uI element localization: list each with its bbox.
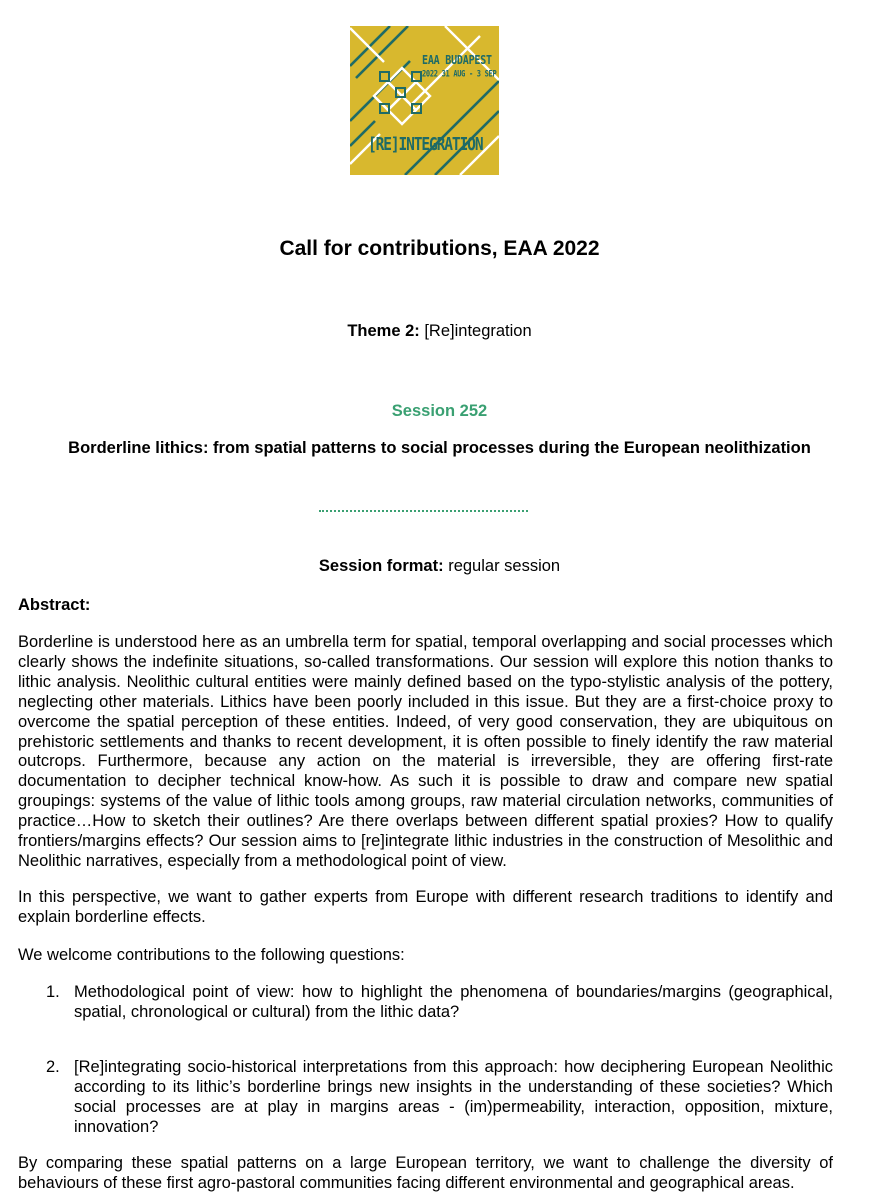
format-value: regular session [448,557,561,575]
list-item [46,1057,833,1138]
theme-label: Theme 2: [347,322,420,340]
eaa-budapest-logo [350,26,499,175]
theme-value: [Re]integration [424,322,532,340]
logo-theme: [RE]INTEGRATION [368,135,483,155]
document-title: Call for contributions, EAA 2022 [279,237,600,260]
list-item-number: 2. [46,1057,60,1076]
list-item [46,983,833,1023]
logo-dates: 2022 31 AUG - 3 SEP [422,69,497,79]
abstract-paragraph: Borderline is understood here as an umbrella term for spatial, temporal overlapping and social processes which clearly shows the indefinite situations, so-called transformations. Our session will explore this notion thanks to lithic analysis. Neolithic cultural entities were mainly defined based on the typo-stylistic analysis of the pottery, neglecting other materials. Lithics have been poorly included in this issue. But they are a first-choice proxy to overcome the spatial perception of these entities. Indeed, of very good conservation, they are ubiquitous on prehistoric settlements and thanks to recent development, it is often possible to finely identify the raw material outcrops. Furthermore, because any action on the material is irreversible, they are offering first-rate documentation to decipher technical know-how. As such it is possible to draw and compare new spatial groupings: systems of the value of lithic tools among groups, raw material circulation networks, communities of practice…How to sketch their outlines? Are there overlaps between different spatial proxies? How to qualify frontiers/margins effects? Our session aims to [re]integrate lithic industries in the construction of Mesolithic and Neolithic narratives, especially from a methodological point of view. [18,633,833,870]
theme-line [0,322,879,341]
session-title: Borderline lithics: from spatial patterns to social processes during the European neolithization [68,439,811,457]
questions-list [46,983,833,1137]
session-format-line [0,557,879,576]
dotted-divider [319,510,528,512]
list-item-text: [Re]integrating socio-historical interpretations from this approach: how deciphering European Neolithic according to its lithic’s borderline brings new insights in the understanding of these societies? Which social processes are at play in margins areas - (im)permeability, interaction, opposition, mixture, innovation? [74,1057,833,1136]
list-item-number: 1. [46,983,60,1001]
format-label: Session format: [318,557,444,575]
abstract-heading: Abstract: [18,596,91,614]
closing-paragraph: By comparing these spatial patterns on a large European territory, we want to challenge the diversity of behaviours of these first agro-pastoral communities facing different environmental and geographical areas. [18,1154,833,1192]
perspective-paragraph: In this perspective, we want to gather experts from Europe with different research traditions to identify and explain borderline effects. [18,888,833,926]
welcome-paragraph: We welcome contributions to the following questions: [18,946,405,964]
list-item-text: Methodological point of view: how to highlight the phenomena of boundaries/margins (geographical, spatial, chronological or cultural) from the lithic data? [74,983,833,1021]
session-number: Session 252 [391,402,488,420]
logo-title: EAA BUDAPEST [422,54,492,68]
